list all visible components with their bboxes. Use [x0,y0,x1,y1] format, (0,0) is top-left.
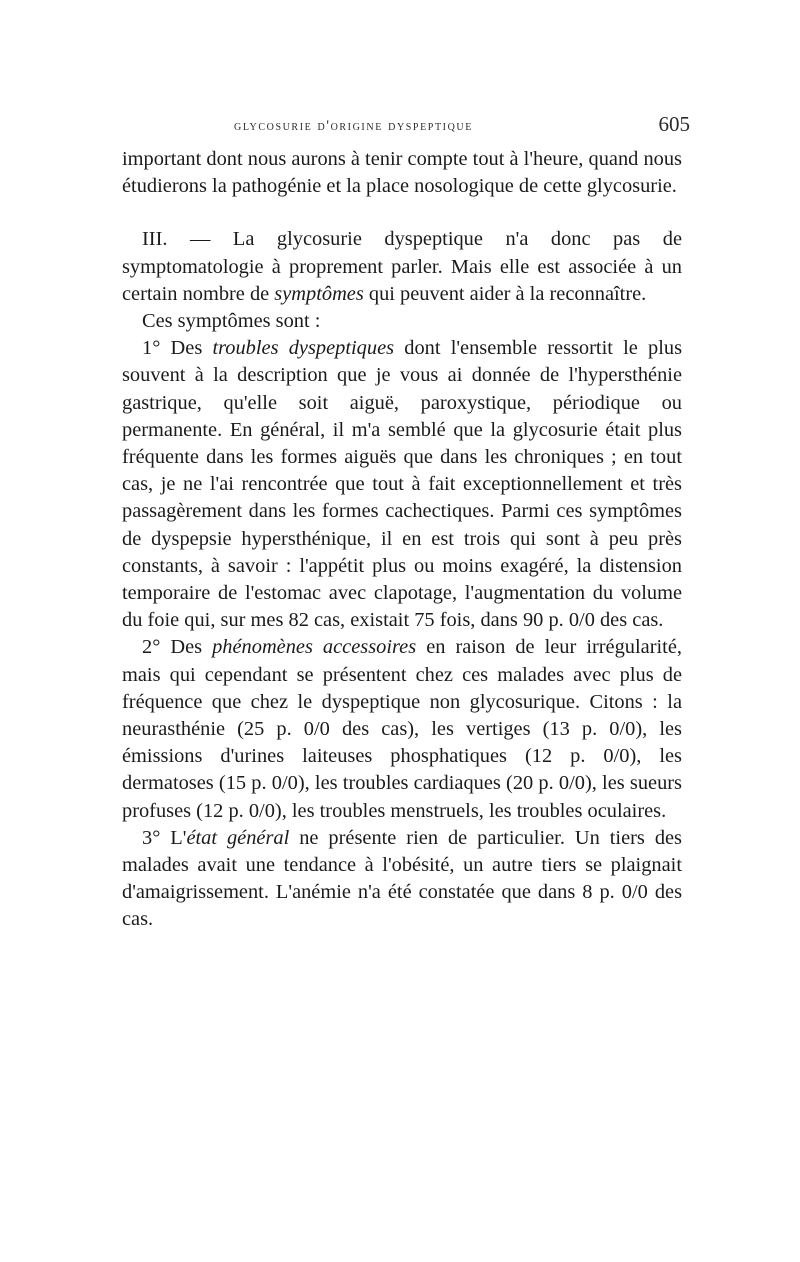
paragraph-item-2 [122,634,682,824]
page-header [122,110,690,146]
paragraph-item-3 [122,825,682,934]
body-text [122,146,682,934]
text-run: dont l'ensemble ressortit le plus souvent à la description que je vous ai donnée de l'hypersthénie gastrique, qu'elle soit aiguë, paroxystique, périodique ou permanente. En général, il m'a semblé que la glycosurie était plus fréquente dans les formes aiguës que dans les chroniques ; en tout cas, je ne l'ai rencontrée que tout à fait exceptionnellement et très passagèrement dans les formes cachectiques. Parmi ces symptômes de dyspepsie hypersthénique, il en est trois qui sont à peu près constants, à savoir : l'appétit plus ou moins exagéré, la distension temporaire de l'estomac avec clapotage, l'augmentation du volume du foie qui, sur mes 82 cas, existait 75 fois, dans 90 p. 0/0 des cas. [122,337,683,632]
text-run: qui peuvent aider à la reconnaître. [363,282,647,305]
paragraph-continuation: important dont nous aurons à tenir compte tout à l'heure, quand nous étudierons la pathogénie et la place nosologique de cette glycosurie. [122,148,682,198]
text-run: ne présente rien de particulier. Un tiers des malades avait une tendance à l'obésité, un autre tiers se plaignait d'amaigrissement. L'anémie n'a été constatée que dans 8 p. 0/0 des cas. [122,826,682,931]
text-run: III. — La glycosurie dyspeptique n'a donc pas de symptomatologie à proprement parler. Mais elle est associée à un certain nombre de [122,228,682,305]
running-title: glycosurie d'origine dyspeptique [234,118,473,134]
paragraph-item-1 [122,335,682,634]
book-page [122,110,690,934]
paragraph-section-iii [122,226,682,308]
italic-term-phenomenes-accessoires: phénomènes accessoires [212,636,417,659]
paragraph-intro-list: Ces symptômes sont : [142,310,321,333]
text-run: 3° L' [142,826,187,849]
text-run: 1° Des [142,337,213,360]
page-number: 605 [658,112,690,136]
italic-term-troubles-dyspeptiques: troubles dyspeptiques [212,337,395,360]
italic-term-symptomes: symptômes [274,282,364,305]
text-run: en raison de leur irrégularité, mais qui cependant se présentent chez ces malades avec plus de fréquence que chez le dyspeptique non glycosurique. Citons : la neurasthénie (25 p. 0/0 des cas), les vertiges (13 p. 0/0), les émissions d'urines laiteuses phosphatiques (12 p. 0/0), les dermatoses (15 p. 0/0), les troubles cardiaques (20 p. 0/0), les sueurs profuses (12 p. 0/0), les troubles menstruels, les troubles oculaires. [122,636,682,822]
text-run: 2° Des [142,636,213,659]
italic-term-etat-general: état général [186,826,290,849]
